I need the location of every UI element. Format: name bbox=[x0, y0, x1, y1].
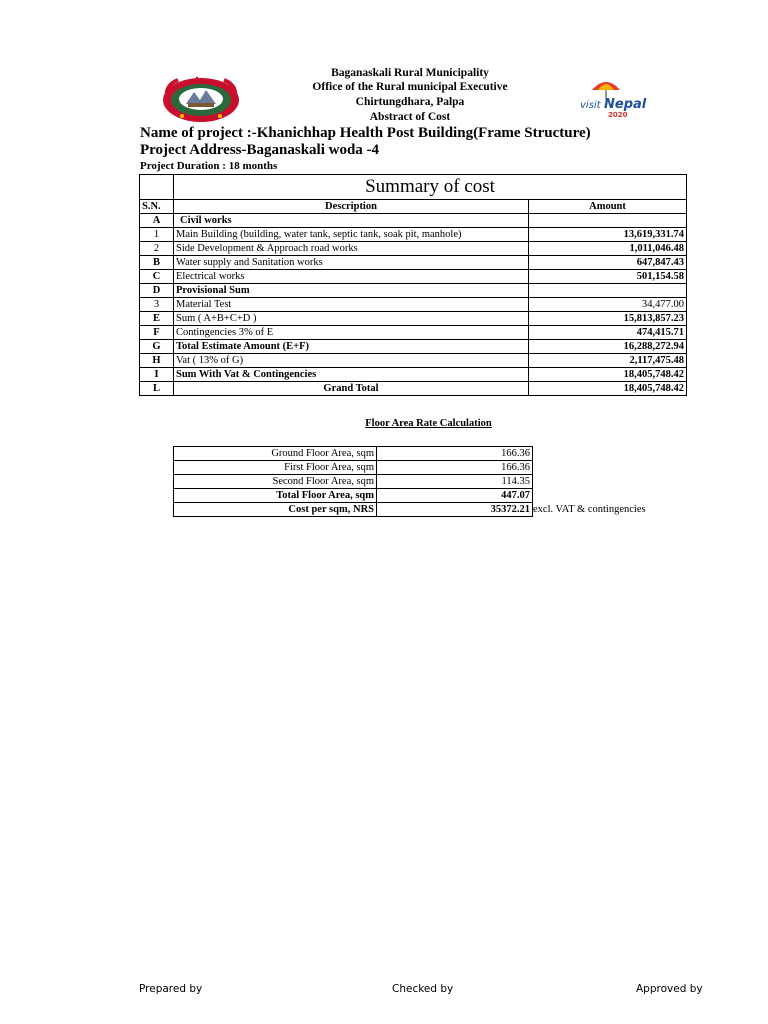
row-amount: 474,415.71 bbox=[529, 326, 687, 340]
row-amount bbox=[529, 284, 687, 298]
floor-area-row bbox=[174, 503, 533, 517]
approved-by-label: Approved by bbox=[636, 983, 703, 995]
row-sn: 3 bbox=[140, 298, 174, 312]
floor-area-value: 166.36 bbox=[377, 447, 533, 461]
row-description: Sum With Vat & Contingencies bbox=[174, 368, 529, 382]
row-description: Vat ( 13% of G) bbox=[174, 354, 529, 368]
row-description: Water supply and Sanitation works bbox=[174, 256, 529, 270]
row-description: Side Development & Approach road works bbox=[174, 242, 529, 256]
row-amount bbox=[529, 214, 687, 228]
floor-area-label: Second Floor Area, sqm bbox=[174, 475, 377, 489]
summary-row bbox=[140, 326, 687, 340]
summary-cost-table bbox=[139, 174, 687, 396]
row-description: Total Estimate Amount (E+F) bbox=[174, 340, 529, 354]
summary-row bbox=[140, 354, 687, 368]
prepared-by-label: Prepared by bbox=[139, 983, 203, 995]
floor-area-value: 166.36 bbox=[377, 461, 533, 475]
summary-row bbox=[140, 312, 687, 326]
row-sn: H bbox=[140, 354, 174, 368]
project-name: Name of project :-Khanichhap Health Post Building(Frame Structure) bbox=[140, 125, 591, 141]
floor-area-value: 447.07 bbox=[377, 489, 533, 503]
row-amount: 1,011,046.48 bbox=[529, 242, 687, 256]
row-sn: G bbox=[140, 340, 174, 354]
logo-visit-text: visit bbox=[580, 100, 601, 111]
row-amount: 647,847.43 bbox=[529, 256, 687, 270]
municipality-name: Baganaskali Rural Municipality bbox=[331, 67, 489, 79]
row-description: Contingencies 3% of E bbox=[174, 326, 529, 340]
office-name: Office of the Rural municipal Executive bbox=[312, 81, 508, 93]
row-amount: 2,117,475.48 bbox=[529, 354, 687, 368]
project-duration: Project Duration : 18 months bbox=[140, 160, 278, 172]
floor-area-row bbox=[174, 475, 533, 489]
sn-header: S.N. bbox=[140, 200, 174, 214]
floor-area-label: Ground Floor Area, sqm bbox=[174, 447, 377, 461]
summary-header-row bbox=[140, 200, 687, 214]
row-description: Grand Total bbox=[174, 382, 529, 396]
project-address: Project Address-Baganaskali woda -4 bbox=[140, 142, 380, 158]
row-description: Civil works bbox=[174, 214, 529, 228]
row-amount: 18,405,748.42 bbox=[529, 368, 687, 382]
row-description: Main Building (building, water tank, septic tank, soak pit, manhole) bbox=[174, 228, 529, 242]
cost-per-sqm-note: excl. VAT & contingencies bbox=[533, 504, 646, 515]
floor-area-value: 114.35 bbox=[377, 475, 533, 489]
floor-area-label: Total Floor Area, sqm bbox=[174, 489, 377, 503]
floor-area-row bbox=[174, 489, 533, 503]
row-amount: 501,154.58 bbox=[529, 270, 687, 284]
summary-rows bbox=[140, 214, 687, 396]
description-header: Description bbox=[174, 200, 529, 214]
row-amount: 13,619,331.74 bbox=[529, 228, 687, 242]
floor-area-label: First Floor Area, sqm bbox=[174, 461, 377, 475]
amount-header: Amount bbox=[529, 200, 687, 214]
summary-title-row bbox=[140, 175, 687, 200]
floor-area-rows bbox=[174, 447, 533, 517]
logo-year-text: 2020 bbox=[608, 111, 628, 119]
floor-area-table bbox=[173, 446, 533, 517]
floor-area-label: Cost per sqm, NRS bbox=[174, 503, 377, 517]
summary-title: Summary of cost bbox=[174, 175, 687, 200]
floor-area-row bbox=[174, 461, 533, 475]
row-sn: 1 bbox=[140, 228, 174, 242]
row-sn: B bbox=[140, 256, 174, 270]
summary-row bbox=[140, 298, 687, 312]
row-amount: 15,813,857.23 bbox=[529, 312, 687, 326]
row-sn: C bbox=[140, 270, 174, 284]
row-sn: E bbox=[140, 312, 174, 326]
row-description: Sum ( A+B+C+D ) bbox=[174, 312, 529, 326]
summary-row bbox=[140, 368, 687, 382]
row-sn: L bbox=[140, 382, 174, 396]
row-sn: A bbox=[140, 214, 174, 228]
row-amount: 16,288,272.94 bbox=[529, 340, 687, 354]
logo-nepal-text: Nepal bbox=[604, 97, 647, 112]
row-amount: 18,405,748.42 bbox=[529, 382, 687, 396]
checked-by-label: Checked by bbox=[392, 983, 454, 995]
summary-row bbox=[140, 382, 687, 396]
row-sn: F bbox=[140, 326, 174, 340]
row-description: Provisional Sum bbox=[174, 284, 529, 298]
summary-row bbox=[140, 228, 687, 242]
summary-row bbox=[140, 340, 687, 354]
document-title: Abstract of Cost bbox=[369, 111, 451, 123]
row-sn: 2 bbox=[140, 242, 174, 256]
floor-area-value: 35372.21 bbox=[377, 503, 533, 517]
row-sn: D bbox=[140, 284, 174, 298]
row-description: Material Test bbox=[174, 298, 529, 312]
row-description: Electrical works bbox=[174, 270, 529, 284]
floor-area-row bbox=[174, 447, 533, 461]
summary-row bbox=[140, 256, 687, 270]
far-title: Floor Area Rate Calculation bbox=[365, 418, 492, 429]
summary-row bbox=[140, 270, 687, 284]
summary-row bbox=[140, 214, 687, 228]
summary-row bbox=[140, 242, 687, 256]
office-location: Chirtungdhara, Palpa bbox=[355, 96, 465, 108]
summary-row bbox=[140, 284, 687, 298]
row-amount: 34,477.00 bbox=[529, 298, 687, 312]
row-sn: I bbox=[140, 368, 174, 382]
